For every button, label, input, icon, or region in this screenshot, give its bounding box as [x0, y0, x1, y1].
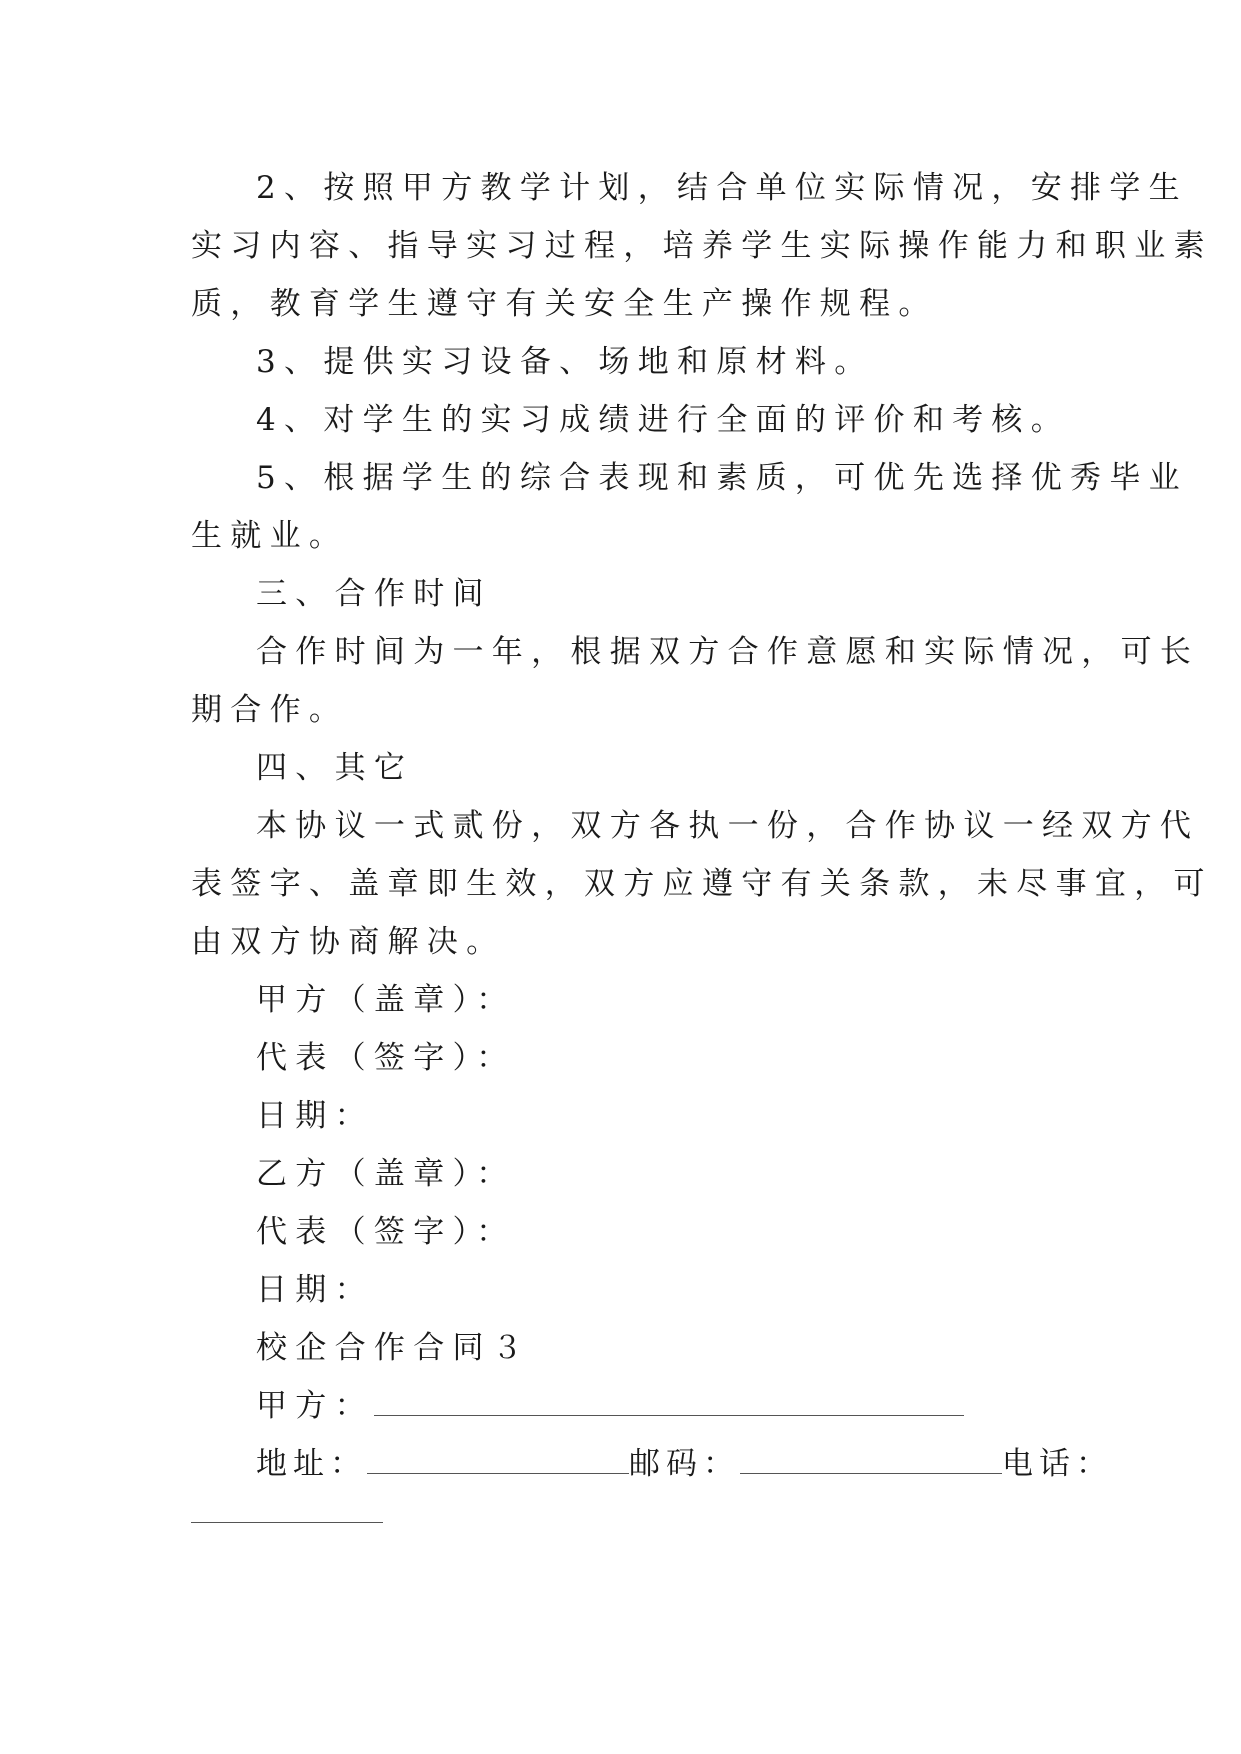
- paragraph-line: 3、提供实习设备、场地和原材料。: [256, 344, 874, 380]
- paragraph-line: 实习内容、指导实习过程，培养学生实际操作能力和职业素: [191, 228, 1213, 264]
- address-label: 地址：: [256, 1446, 367, 1482]
- paragraph-line: 期合作。: [191, 692, 349, 728]
- postcode-blank: [740, 1451, 1002, 1474]
- paragraph-line: 表签字、盖章即生效，双方应遵守有关条款，未尽事宜，可: [191, 866, 1213, 902]
- paragraph-line: 由双方协商解决。: [191, 924, 506, 960]
- paragraph-line: 5、根据学生的综合表现和素质，可优先选择优秀毕业: [256, 460, 1188, 496]
- party-a-label: 甲方：: [256, 1388, 374, 1424]
- postcode-label: 邮码：: [629, 1446, 740, 1482]
- party-a-blank: [374, 1393, 964, 1416]
- signature-field: 代表（签字）：: [256, 1040, 516, 1076]
- paragraph-line: 2、按照甲方教学计划，结合单位实际情况，安排学生: [256, 170, 1188, 206]
- section-heading: 三、合作时间: [256, 576, 492, 612]
- signature-field: 乙方（盖章）：: [256, 1156, 516, 1192]
- address-blank: [367, 1451, 629, 1474]
- phone-label: 电话：: [1002, 1446, 1113, 1482]
- paragraph-line: 质，教育学生遵守有关安全生产操作规程。: [191, 286, 938, 322]
- paragraph-line: 4、对学生的实习成绩进行全面的评价和考核。: [256, 402, 1071, 438]
- signature-field: 甲方（盖章）：: [256, 982, 516, 1018]
- paragraph-line: 本协议一式贰份，双方各执一份，合作协议一经双方代: [256, 808, 1200, 844]
- phone-blank: [191, 1522, 383, 1523]
- date-field: 日期：: [256, 1098, 374, 1134]
- contact-row: [256, 1444, 1113, 1484]
- paragraph-line: 合作时间为一年，根据双方合作意愿和实际情况，可长: [256, 634, 1200, 670]
- date-field: 日期：: [256, 1272, 374, 1308]
- paragraph-line: 生就业。: [191, 518, 349, 554]
- section-heading: 四、其它: [256, 750, 414, 786]
- contract-title: 校企合作合同３: [256, 1330, 532, 1366]
- party-a-row: [256, 1386, 964, 1426]
- signature-field: 代表（签字）：: [256, 1214, 516, 1250]
